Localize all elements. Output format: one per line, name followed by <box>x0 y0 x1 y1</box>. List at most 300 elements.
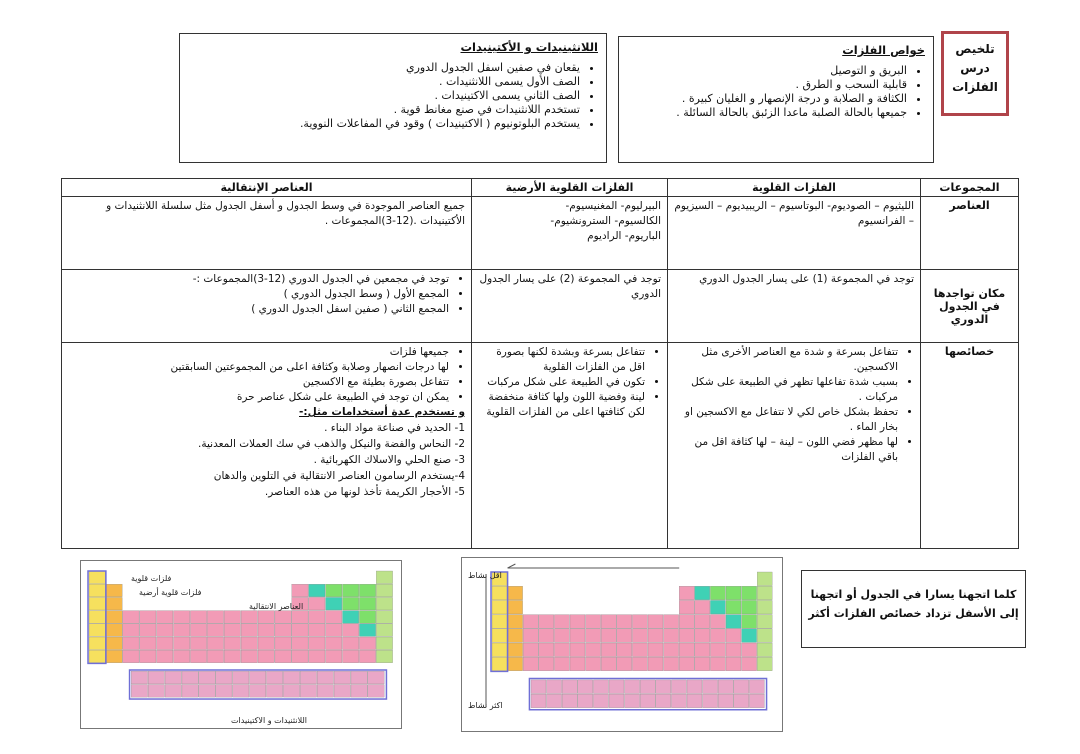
element-cell <box>174 611 190 624</box>
lanthanide-cell <box>250 671 266 684</box>
element-cell <box>710 643 725 657</box>
element-cell <box>106 637 122 650</box>
element-cell <box>359 650 375 663</box>
element-cell <box>343 624 359 637</box>
element-cell <box>376 597 392 610</box>
element-cell <box>309 611 325 624</box>
periodic-table-illustration-left <box>81 561 402 729</box>
element-cell <box>664 657 679 671</box>
element-cell <box>275 611 291 624</box>
element-cell <box>726 600 741 614</box>
row-label-location: مكان تواجدها في الجدول الدوري <box>921 270 1019 343</box>
lanthanide-cell <box>578 680 593 694</box>
lanthanide-cell <box>165 671 181 684</box>
element-cell <box>326 650 342 663</box>
lanthanide-cell <box>182 685 198 698</box>
element-cell <box>275 624 291 637</box>
element-cell <box>359 637 375 650</box>
element-cell <box>632 643 647 657</box>
element-cell <box>523 643 538 657</box>
element-cell <box>710 629 725 643</box>
lanthanides-heading: اللانثينيدات و الأكتينيدات <box>460 40 598 54</box>
element-cell <box>376 571 392 584</box>
element-cell <box>376 611 392 624</box>
element-cell <box>207 624 223 637</box>
element-cell <box>492 615 507 629</box>
element-cell <box>570 615 585 629</box>
element-cell <box>570 643 585 657</box>
element-cell <box>157 650 173 663</box>
cell-alkali-location <box>668 270 921 343</box>
element-cell <box>326 637 342 650</box>
element-cell <box>190 650 206 663</box>
trend-arrow <box>508 564 680 568</box>
lanthanide-cell <box>266 671 282 684</box>
label-transition: العناصر الانتقالية <box>249 602 304 611</box>
element-cell <box>492 600 507 614</box>
list-item: 4-يستخدم الرسامون العناصر الانتقالية في التلوين والدهان <box>213 470 465 482</box>
element-cell <box>617 615 632 629</box>
label-alkali: فلزات قلوية <box>131 574 172 583</box>
cell-transition-properties <box>62 343 472 549</box>
element-cell <box>492 586 507 600</box>
title-line-2: درس <box>960 61 990 75</box>
element-cell <box>695 657 710 671</box>
lanthanide-cell <box>368 685 384 698</box>
element-cell <box>664 629 679 643</box>
element-cell <box>757 657 772 671</box>
element-cell <box>757 586 772 600</box>
element-cell <box>617 643 632 657</box>
element-cell <box>742 657 757 671</box>
row-label-properties: خصائصها <box>921 343 1019 549</box>
list-item: • جميعها بالحالة الصلبة ماعدا الزئبق بالحالة السائلة . <box>627 106 907 120</box>
lanthanide-cell <box>749 680 764 694</box>
label-alkaline: فلزات قلوية أرضية <box>139 588 202 597</box>
lanthanide-cell <box>317 685 333 698</box>
lanthanide-cell <box>547 694 562 708</box>
lanthanide-cell <box>283 671 299 684</box>
list-item: • تتفاعل بسرعة وبشدة لكنها بصورة اقل من الفلزات القلوية <box>478 345 645 375</box>
element-cell <box>757 629 772 643</box>
lanthanide-cell <box>300 671 316 684</box>
element-cell <box>157 624 173 637</box>
element-cell <box>710 586 725 600</box>
lanthanide-cell <box>578 694 593 708</box>
lanthanide-cell <box>593 694 608 708</box>
element-cell <box>679 629 694 643</box>
element-cell <box>726 586 741 600</box>
element-cell <box>326 597 342 610</box>
lanthanide-cell <box>216 685 232 698</box>
element-cell <box>190 637 206 650</box>
element-cell <box>508 615 523 629</box>
element-cell <box>241 611 257 624</box>
element-cell <box>508 600 523 614</box>
element-cell <box>106 597 122 610</box>
element-cell <box>140 624 156 637</box>
element-cell <box>695 586 710 600</box>
element-cell <box>508 643 523 657</box>
element-cell <box>359 597 375 610</box>
list-item: • يقعان في صفين اسفل الجدول الدوري <box>188 61 580 75</box>
element-cell <box>376 584 392 597</box>
label-more-active: اكثر نشاط <box>468 701 503 710</box>
title-line-3: الفلزات <box>952 80 998 94</box>
element-cell <box>326 611 342 624</box>
element-cell <box>586 615 601 629</box>
element-cell <box>140 637 156 650</box>
element-cell <box>106 650 122 663</box>
lanthanide-cell <box>687 680 702 694</box>
lanthanide-cell <box>233 671 249 684</box>
element-cell <box>258 650 274 663</box>
element-cell <box>601 615 616 629</box>
cell-text: جميع العناصر الموجودة في وسط الجدول و أسفل الجدول مثل سلسلة اللانثنيدات و الأكتينيدات .(12-3)المجموعات . <box>106 200 465 227</box>
lanthanide-cell <box>625 694 640 708</box>
element-cell <box>359 611 375 624</box>
list-item: • تتفاعل بسرعة و شدة مع العناصر الأخرى مثل الاكسجين. <box>674 345 898 375</box>
lanthanide-cell <box>562 694 577 708</box>
element-cell <box>726 657 741 671</box>
element-cell <box>492 657 507 671</box>
list-item: • قابلية السحب و الطرق . <box>627 78 907 92</box>
element-cell <box>648 657 663 671</box>
list-item: • يستخدم البلوتونيوم ( الاكتينيدات ) وقود في المفاعلات النووية. <box>188 117 580 131</box>
element-cell <box>601 629 616 643</box>
lanthanide-cell <box>734 680 749 694</box>
list-item: • جميعها فلزات <box>68 345 449 360</box>
element-cell <box>89 637 105 650</box>
element-cell <box>89 584 105 597</box>
groups-table <box>61 178 1019 549</box>
element-cell <box>539 643 554 657</box>
title-line-1: تلخيص <box>955 42 995 56</box>
element-cell <box>570 629 585 643</box>
element-cell <box>508 629 523 643</box>
element-cell <box>757 572 772 586</box>
element-cell <box>554 643 569 657</box>
element-cell <box>309 650 325 663</box>
element-cell <box>174 637 190 650</box>
list-item: • تكون في الطبيعة على شكل مركبات <box>478 375 645 390</box>
lanthanide-cell <box>671 680 686 694</box>
list-item: • لها مظهر فضي اللون – لينة – لها كثافة اقل من باقي الفلزات <box>674 435 898 465</box>
element-cell <box>648 629 663 643</box>
lanthanide-cell <box>531 680 546 694</box>
header-groups: المجموعات <box>921 179 1019 197</box>
list-item: 5- الأحجار الكريمة تأخذ لونها من هذه العناصر. <box>264 486 465 498</box>
list-item: • البريق و التوصيل <box>627 64 907 78</box>
element-cell <box>617 629 632 643</box>
element-cell <box>586 657 601 671</box>
metal-properties-heading: خواص الفلزات <box>842 43 925 57</box>
element-cell <box>523 629 538 643</box>
cell-transition-elements <box>62 197 472 270</box>
element-cell <box>140 611 156 624</box>
lanthanide-cell <box>216 671 232 684</box>
list-item: • تحفظ بشكل خاص لكي لا تتفاعل مع الاكسجين او بخار الماء . <box>674 405 898 435</box>
lanthanide-cell <box>165 685 181 698</box>
cell-transition-location <box>62 270 472 343</box>
element-cell <box>757 600 772 614</box>
element-cell <box>190 624 206 637</box>
element-cell <box>554 629 569 643</box>
element-cell <box>326 584 342 597</box>
list-item: • المجمع الأول ( وسط الجدول الدوري ) <box>68 287 449 302</box>
lanthanide-cell <box>593 680 608 694</box>
element-cell <box>207 650 223 663</box>
label-less-active: اقل نشاط <box>468 571 502 580</box>
element-cell <box>376 637 392 650</box>
lanthanide-cell <box>625 680 640 694</box>
element-cell <box>140 650 156 663</box>
list-item: • تستخدم اللانثنيدات في صنع مغانط قوية . <box>188 103 580 117</box>
element-cell <box>258 624 274 637</box>
table-header-row <box>62 179 1019 197</box>
element-cell <box>292 584 308 597</box>
list-item: 1- الحديد في صناعة مواد البناء . <box>324 422 465 434</box>
element-cell <box>359 624 375 637</box>
element-cell <box>648 615 663 629</box>
element-cell <box>343 650 359 663</box>
element-cell <box>679 643 694 657</box>
element-cell <box>617 657 632 671</box>
lanthanide-cell <box>562 680 577 694</box>
element-cell <box>742 600 757 614</box>
element-cell <box>710 657 725 671</box>
cell-alkaline-location <box>472 270 668 343</box>
element-cell <box>742 615 757 629</box>
lanthanide-cell <box>547 680 562 694</box>
element-cell <box>554 615 569 629</box>
row-label-elements: العناصر <box>921 197 1019 270</box>
element-cell <box>523 615 538 629</box>
element-cell <box>309 637 325 650</box>
element-cell <box>742 629 757 643</box>
element-cell <box>123 611 139 624</box>
lesson-title <box>941 31 1009 116</box>
element-cell <box>309 584 325 597</box>
element-cell <box>695 600 710 614</box>
element-cell <box>343 584 359 597</box>
element-cell <box>89 571 105 584</box>
cell-text: توجد في المجموعة (2) على يسار الجدول الدوري <box>479 273 661 300</box>
note-line-2: إلى الأسفل تزداد خصائص الفلزات أكثر <box>808 607 1019 620</box>
element-cell <box>89 650 105 663</box>
element-cell <box>123 624 139 637</box>
element-cell <box>89 624 105 637</box>
list-item: 3- صنع الحلي والاسلاك الكهربائية . <box>313 454 465 466</box>
element-cell <box>757 643 772 657</box>
element-cell <box>632 629 647 643</box>
lanthanide-cell <box>703 694 718 708</box>
element-cell <box>376 624 392 637</box>
lanthanides-list <box>188 61 598 131</box>
element-cell <box>679 615 694 629</box>
element-cell <box>664 643 679 657</box>
element-cell <box>224 637 240 650</box>
element-cell <box>632 615 647 629</box>
element-cell <box>275 637 291 650</box>
element-cell <box>258 637 274 650</box>
element-cell <box>492 643 507 657</box>
list-item: • لها درجات انصهار وصلابة وكثافة اعلى من المجموعتين السابقتين <box>68 360 449 375</box>
element-cell <box>224 611 240 624</box>
lanthanide-cell <box>656 680 671 694</box>
element-cell <box>601 657 616 671</box>
element-cell <box>309 624 325 637</box>
lanthanide-cell <box>148 671 164 684</box>
element-cell <box>106 584 122 597</box>
lanthanide-cell <box>640 680 655 694</box>
element-cell <box>292 624 308 637</box>
lanthanide-cell <box>609 680 624 694</box>
element-cell <box>123 637 139 650</box>
lanthanide-cell <box>703 680 718 694</box>
element-cell <box>726 643 741 657</box>
lanthanide-cell <box>351 671 367 684</box>
element-cell <box>742 643 757 657</box>
element-cell <box>224 624 240 637</box>
element-cell <box>710 615 725 629</box>
lanthanide-cell <box>656 694 671 708</box>
element-cell <box>343 597 359 610</box>
lanthanide-cell <box>671 694 686 708</box>
table-row-location <box>62 270 1019 343</box>
element-cell <box>570 657 585 671</box>
lanthanide-cell <box>199 685 215 698</box>
element-cell <box>710 600 725 614</box>
element-cell <box>679 600 694 614</box>
element-cell <box>343 637 359 650</box>
element-cell <box>157 637 173 650</box>
element-cell <box>632 657 647 671</box>
element-cell <box>726 615 741 629</box>
element-cell <box>539 629 554 643</box>
element-cell <box>539 615 554 629</box>
element-cell <box>174 650 190 663</box>
element-cell <box>241 650 257 663</box>
element-cell <box>508 586 523 600</box>
list-item: • المجمع الثاني ( صفين اسفل الجدول الدوري ) <box>68 302 449 317</box>
element-cell <box>326 624 342 637</box>
element-cell <box>492 629 507 643</box>
list-item: • الكثافة و الصلابة و درجة الإنصهار و الغليان كبيرة . <box>627 92 907 106</box>
element-cell <box>292 650 308 663</box>
lanthanide-cell <box>250 685 266 698</box>
cell-text: الباريوم- الراديوم <box>587 230 661 242</box>
header-transition: العناصر الإنتقالية <box>62 179 472 197</box>
lanthanide-cell <box>531 694 546 708</box>
element-cell <box>106 611 122 624</box>
element-cell <box>224 650 240 663</box>
periodic-table-image-left <box>80 560 402 729</box>
element-cell <box>359 584 375 597</box>
metal-properties-list <box>627 64 925 120</box>
list-item: • لينة وفضية اللون ولها كثافة منخفضة لكن كثافتها اعلى من الفلزات القلوية <box>478 390 645 420</box>
element-cell <box>695 643 710 657</box>
lanthanide-cell <box>148 685 164 698</box>
element-cell <box>586 643 601 657</box>
lanthanide-cell <box>334 671 350 684</box>
list-item: 2- النحاس والفضة والنيكل والذهب في سك العملات المعدنية. <box>198 438 465 450</box>
element-cell <box>207 637 223 650</box>
list-item: • الصف الأول يسمى اللانثنيدات . <box>188 75 580 89</box>
cell-alkaline-properties <box>472 343 668 549</box>
lanthanide-cell <box>182 671 198 684</box>
element-cell <box>695 629 710 643</box>
cell-text: الكالسيوم- السترونشيوم- <box>550 215 661 227</box>
lanthanide-cell <box>233 685 249 698</box>
header-alkali: الفلزات القلوية <box>668 179 921 197</box>
lanthanide-cell <box>334 685 350 698</box>
element-cell <box>601 643 616 657</box>
lanthanide-cell <box>266 685 282 698</box>
lanthanide-cell <box>718 680 733 694</box>
cell-alkali-elements <box>668 197 921 270</box>
uses-heading: و تستخدم عدة أستخدامات مثل:- <box>299 406 465 418</box>
cell-text: البيرليوم- المغنيسيوم- <box>565 200 661 212</box>
periodic-table-image-right <box>461 557 783 732</box>
element-cell <box>190 611 206 624</box>
lanthanide-cell <box>351 685 367 698</box>
lanthanide-cell <box>687 694 702 708</box>
element-cell <box>241 624 257 637</box>
lanthanide-cell <box>718 694 733 708</box>
element-cell <box>695 615 710 629</box>
cell-text: الليثيوم – الصوديوم- البوتاسيوم – الريبيديوم – السيزيوم – الفرانسيوم <box>674 200 914 227</box>
lanthanide-cell <box>131 685 147 698</box>
element-cell <box>508 657 523 671</box>
element-cell <box>664 615 679 629</box>
element-cell <box>292 637 308 650</box>
element-cell <box>241 637 257 650</box>
element-cell <box>309 597 325 610</box>
element-cell <box>648 643 663 657</box>
trend-note-box <box>801 570 1026 648</box>
element-cell <box>89 597 105 610</box>
note-line-1: كلما اتجهنا يسارا في الجدول أو اتجهنا <box>810 588 1017 601</box>
element-cell <box>523 657 538 671</box>
element-cell <box>343 611 359 624</box>
list-item: • تتفاعل بصورة بطيئة مع الاكسجين <box>68 375 449 390</box>
element-cell <box>123 650 139 663</box>
list-item: • يمكن ان توجد في الطبيعة على شكل عناصر حرة <box>68 390 449 405</box>
element-cell <box>679 657 694 671</box>
element-cell <box>157 611 173 624</box>
lanthanide-cell <box>734 694 749 708</box>
lanthanide-cell <box>131 671 147 684</box>
lanthanide-cell <box>283 685 299 698</box>
element-cell <box>376 650 392 663</box>
header-alkaline-earth: الفلزات القلوية الأرضية <box>472 179 668 197</box>
metal-properties-box <box>618 36 934 163</box>
element-cell <box>726 629 741 643</box>
list-item: • توجد في مجمعين في الجدول الدوري (12-3)المجموعات :- <box>68 272 449 287</box>
element-cell <box>679 586 694 600</box>
lanthanides-box <box>179 33 607 163</box>
periodic-table-illustration-right <box>462 558 783 732</box>
element-cell <box>258 611 274 624</box>
lanthanide-cell <box>199 671 215 684</box>
list-item: • بسبب شدة تفاعلها تظهر في الطبيعة على شكل مركبات . <box>674 375 898 405</box>
table-row-properties <box>62 343 1019 549</box>
element-cell <box>586 629 601 643</box>
element-cell <box>757 615 772 629</box>
lanthanide-cell <box>300 685 316 698</box>
lanthanide-cell <box>317 671 333 684</box>
